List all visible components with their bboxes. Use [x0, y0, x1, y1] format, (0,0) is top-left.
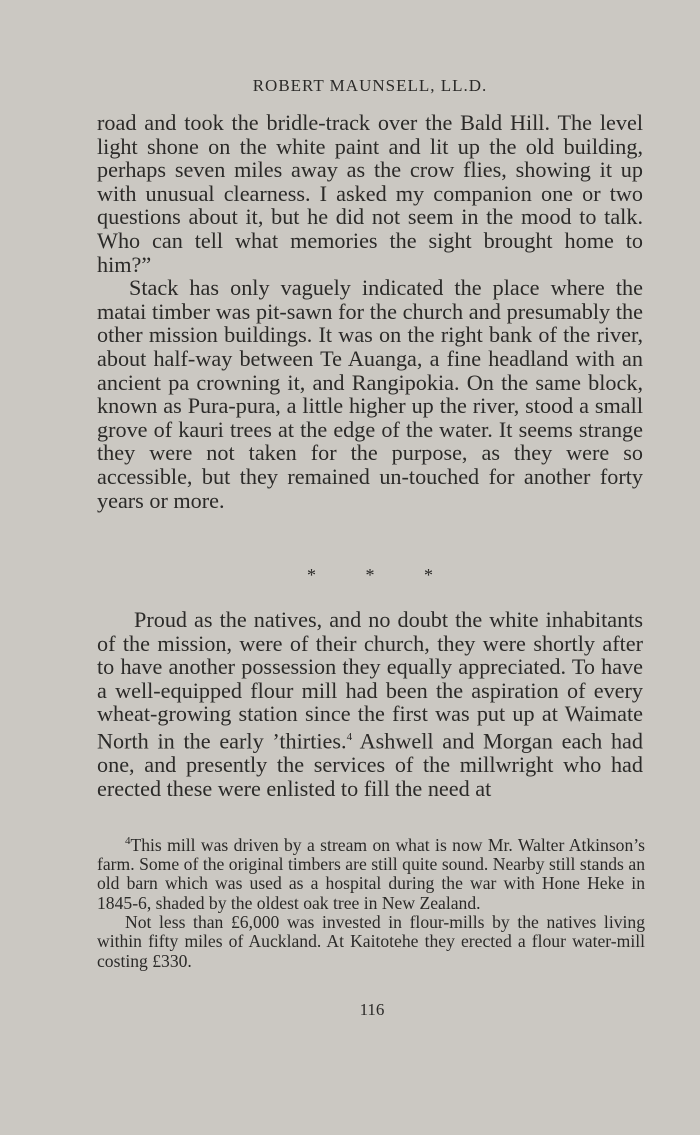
footnote-continuation: Not less than £6,000 was invested in flour-mills by the natives living within fifty miles of Auckland. At Kaitotehe they erected a flour water-mill costing £330.: [97, 912, 645, 971]
section-separator: * * *: [307, 565, 433, 585]
running-title: ROBERT MAUNSELL, LL.D.: [252, 76, 488, 95]
footnote-reference: 4: [346, 730, 353, 743]
paragraph-text: Proud as the natives, and no doubt the white inhabitants of the mission, were of their church, they were shortly after to have another possession they equally appreciated. To have a well-equipped flour mill had been the aspiration of every wheat-growing station since the first was put up at Waimate North in the early ’thirties.: [97, 607, 643, 754]
paragraph: [97, 608, 643, 800]
second-text-block: [97, 608, 643, 800]
page-number: 116: [359, 1000, 385, 1019]
footnote-block: [97, 832, 645, 971]
main-text-block: [97, 111, 643, 512]
paragraph: Stack has only vaguely indicated the place where the matai timber was pit-sawn for the church and presumably the other mission buildings. It was on the right bank of the river, about half-way between Te Auanga, a fine headland with an ancient pa crowning it, and Rangipokia. On the same block, known as Pura-pura, a little higher up the river, stood a small grove of kauri trees at the edge of the water. It seems strange they were not taken for the purpose, as they were so accessible, but they remained un-touched for another forty years or more.: [97, 275, 643, 513]
paragraph: road and took the bridle-track over the Bald Hill. The level light shone on the white paint and lit up the old building, perhaps seven miles away as the crow flies, showing it up with unusual clearness. I asked my companion one or two questions about it, but he did not seem in the mood to talk. Who can tell what memories the sight brought home to him?”: [97, 110, 643, 277]
paragraph-text: Ashwell and Morgan each had one, and presently the services of the millwright who had erected these were enlisted to fill the need at: [97, 728, 643, 801]
footnote: [97, 832, 645, 913]
footnote-text: This mill was driven by a stream on what is now Mr. Walter Atkinson’s farm. Some of the original timbers are still quite sound. Nearby still stands an old barn which was used as a hospital during the war with Hone Heke in 1845-6, shaded by the oldest oak tree in New Zealand.: [97, 834, 645, 913]
footnote-marker: 4: [125, 835, 131, 847]
